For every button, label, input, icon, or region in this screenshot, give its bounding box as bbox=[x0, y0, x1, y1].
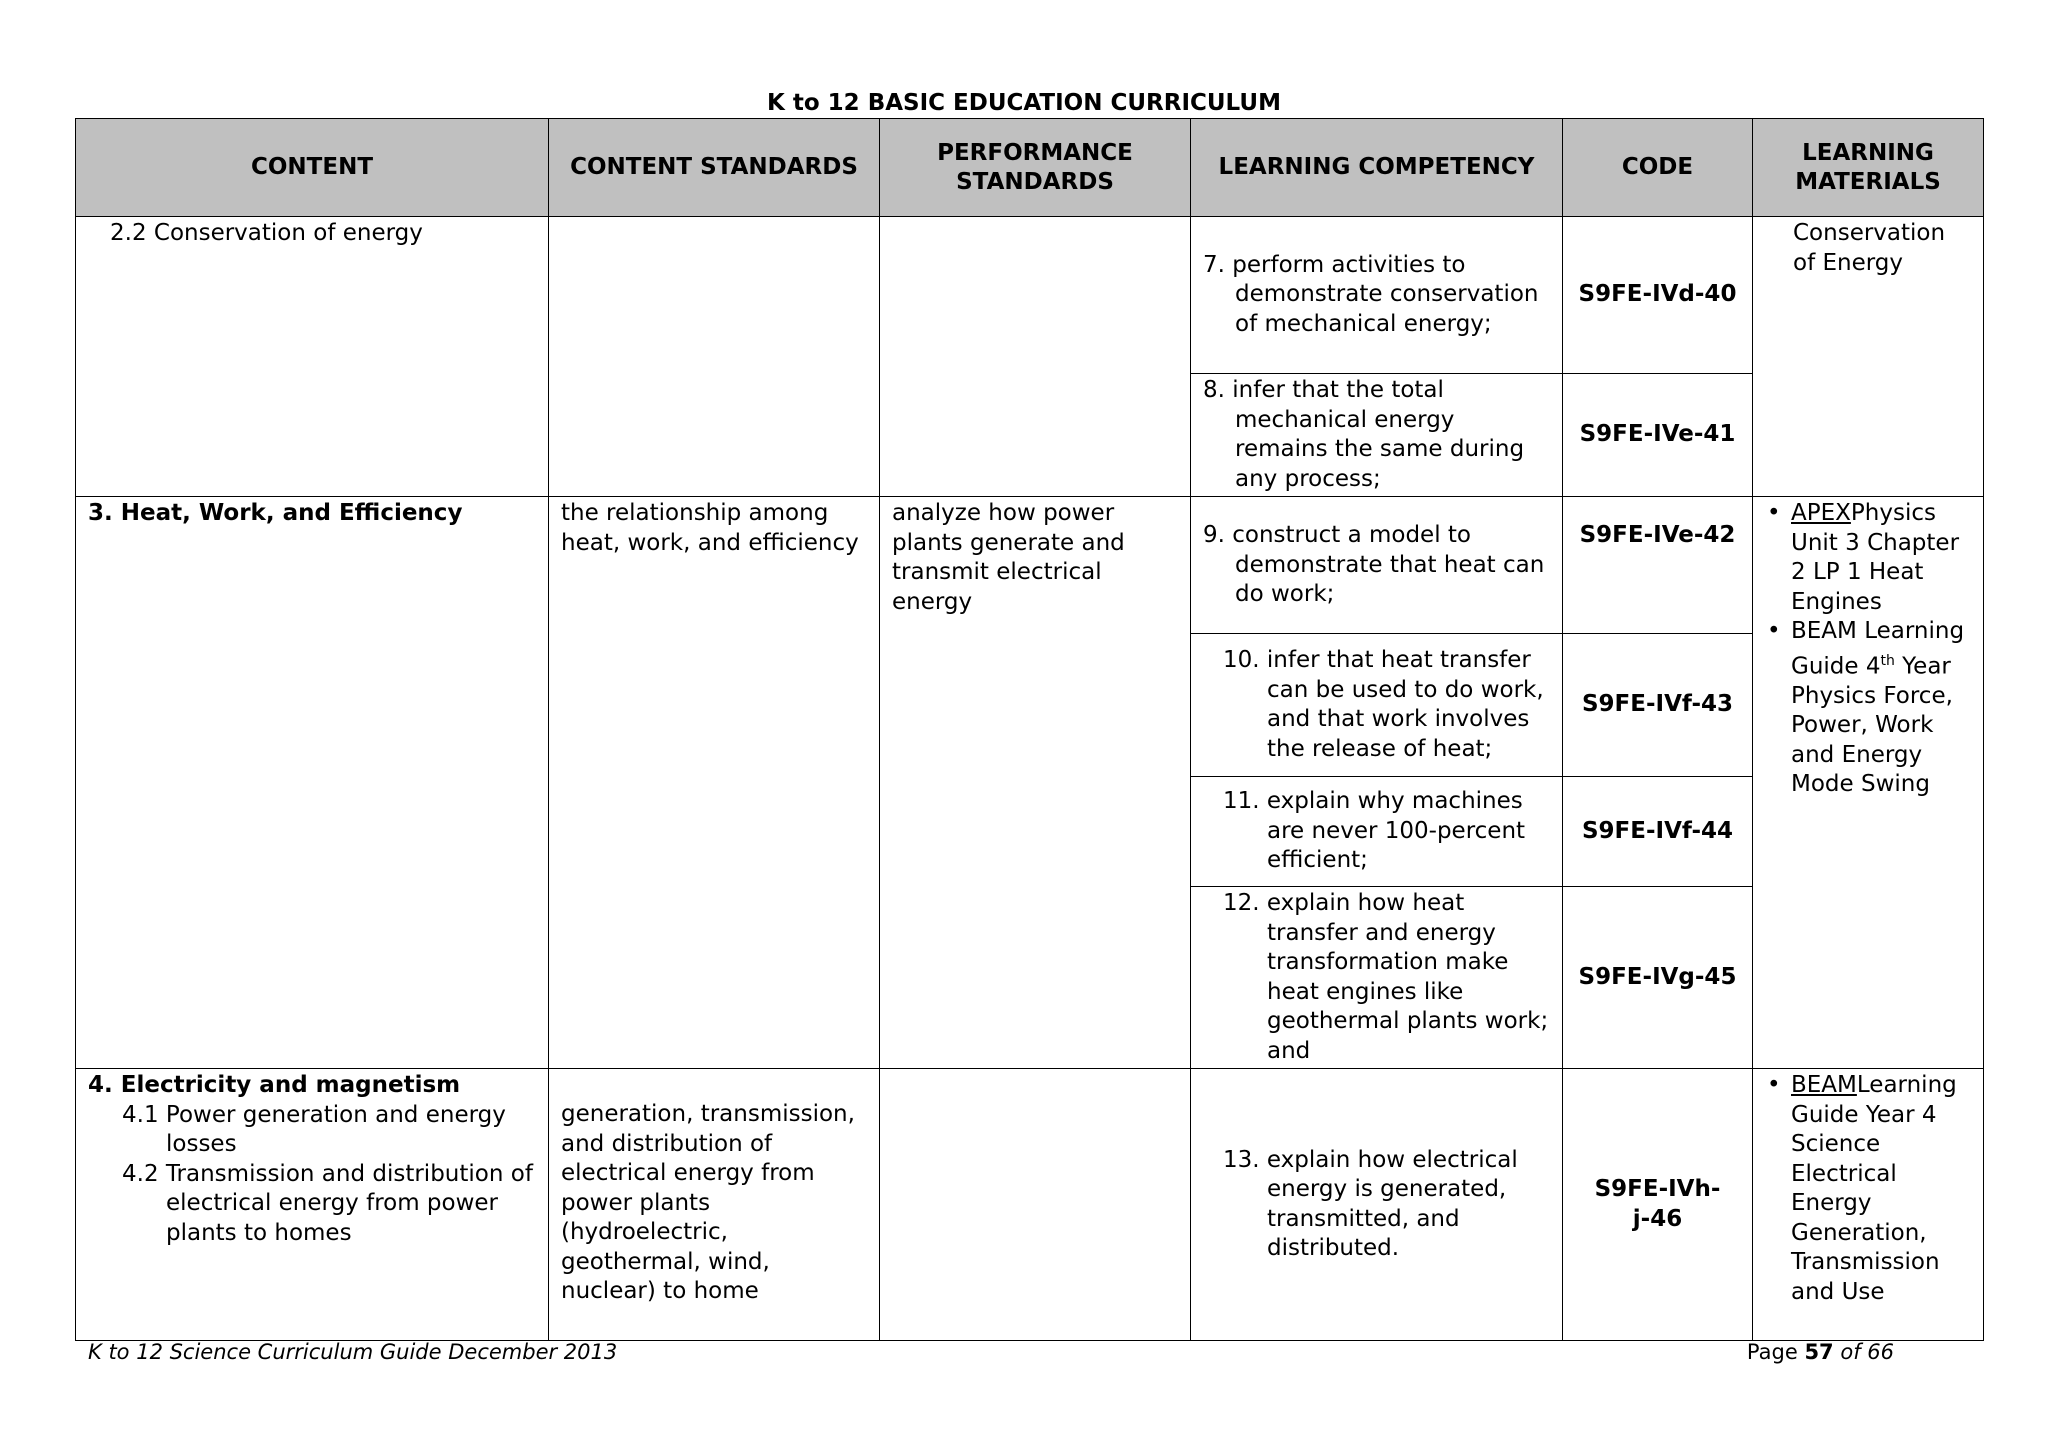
competency-cell bbox=[1191, 634, 1563, 777]
competency-cell bbox=[1191, 497, 1563, 634]
content-4 bbox=[76, 1069, 548, 1250]
materials-4 bbox=[1753, 1069, 1983, 1309]
header-performance-standards: PERFORMANCE STANDARDS bbox=[880, 119, 1191, 217]
content-standard-cell bbox=[549, 1069, 880, 1341]
competency-cell bbox=[1191, 217, 1563, 374]
code-cell: S9FE-IVf-43 bbox=[1563, 634, 1753, 777]
content-standard-3: the relationship among heat, work, and efficiency bbox=[561, 500, 859, 556]
code-cell: S9FE-IVh-j-46 bbox=[1563, 1069, 1753, 1341]
code-cell: S9FE-IVg-45 bbox=[1563, 887, 1753, 1069]
materials-underlined: BEAM bbox=[1791, 1072, 1857, 1098]
list-item bbox=[1763, 1071, 1971, 1307]
competency-number: 13. bbox=[1223, 1146, 1260, 1173]
competency-12 bbox=[1191, 887, 1562, 1068]
performance-standard-3: analyze how power plants generate and transmit electrical energy bbox=[892, 500, 1125, 615]
competency-text: infer that heat transfer can be used to do work, and that work involves the release of heat; bbox=[1266, 647, 1544, 762]
competency-7 bbox=[1191, 249, 1562, 342]
materials-text: BEAM Learning Guide 4 bbox=[1791, 618, 1965, 680]
list-item bbox=[1763, 499, 1971, 617]
code-cell: S9FE-IVe-42 bbox=[1563, 497, 1753, 634]
competency-text: infer that the total mechanical energy remains the same during any process; bbox=[1232, 377, 1525, 492]
table-row bbox=[76, 1069, 1984, 1341]
competency-9 bbox=[1191, 497, 1562, 612]
header-learning-materials: LEARNING MATERIALS bbox=[1753, 119, 1984, 217]
content-cell bbox=[76, 1069, 549, 1341]
header-learning-competency: LEARNING COMPETENCY bbox=[1191, 119, 1563, 217]
materials-cell bbox=[1753, 497, 1984, 1069]
content-standard-cell bbox=[549, 497, 880, 1069]
performance-standard-cell bbox=[880, 217, 1191, 497]
competency-10 bbox=[1191, 644, 1562, 766]
content-standard-cell bbox=[549, 217, 880, 497]
performance-standard-cell bbox=[880, 497, 1191, 1069]
competency-13 bbox=[1191, 1144, 1562, 1266]
page-current: 57 bbox=[1804, 1340, 1834, 1364]
competency-number: 10. bbox=[1223, 647, 1260, 673]
competency-text: construct a model to demonstrate that heat can do work; bbox=[1232, 522, 1545, 607]
performance-standard-cell bbox=[880, 1069, 1191, 1341]
table-row bbox=[76, 217, 1984, 374]
materials-3 bbox=[1753, 497, 1983, 802]
superscript: th bbox=[1880, 652, 1895, 669]
header-row bbox=[76, 119, 1984, 217]
materials-text: Year Physics Force, Power, Work and Energy Mode Swing bbox=[1791, 653, 1953, 798]
competency-number: 8. bbox=[1203, 377, 1225, 403]
competency-cell bbox=[1191, 777, 1563, 887]
list-item bbox=[1763, 617, 1971, 800]
content-4-2: 4.2 Transmission and distribution of electrical energy from power plants to homes bbox=[122, 1160, 533, 1246]
page-total: of 66 bbox=[1833, 1340, 1894, 1364]
competency-text: explain how heat transfer and energy transformation make heat engines like geothermal plants work; and bbox=[1266, 890, 1549, 1064]
materials-cell bbox=[1753, 1069, 1984, 1341]
materials-2-2: Conservation of Energy bbox=[1793, 220, 1946, 276]
competency-cell bbox=[1191, 1069, 1563, 1341]
competency-11 bbox=[1191, 785, 1562, 878]
materials-cell bbox=[1753, 217, 1984, 497]
competency-number: 11. bbox=[1223, 788, 1260, 815]
page-number bbox=[1747, 1340, 1894, 1364]
competency-text: explain how electrical energy is generated, transmitted, and distributed. bbox=[1266, 1146, 1518, 1261]
competency-number: 9. bbox=[1203, 522, 1225, 548]
competency-cell bbox=[1191, 887, 1563, 1069]
content-standard-4: generation, transmission, and distribution of electrical energy from power plants (hydroelectric, geothermal, wind, nuclear) to home bbox=[561, 1101, 855, 1304]
content-4-heading: 4. Electricity and magnetism bbox=[88, 1072, 461, 1098]
code-cell: S9FE-IVe-41 bbox=[1563, 374, 1753, 497]
materials-text: Physics Unit 3 Chapter 2 LP 1 Heat Engines bbox=[1791, 500, 1960, 615]
header-content-standards: CONTENT STANDARDS bbox=[549, 119, 880, 217]
content-4-1: 4.1 Power generation and energy losses bbox=[122, 1101, 506, 1157]
content-2-2: 2.2 Conservation of energy bbox=[110, 220, 423, 246]
competency-text: perform activities to demonstrate conservation of mechanical energy; bbox=[1232, 251, 1539, 337]
footer-guide-title: K to 12 Science Curriculum Guide December 2013 bbox=[88, 1340, 618, 1364]
page-prefix: Page bbox=[1746, 1340, 1805, 1364]
materials-underlined: APEX bbox=[1791, 500, 1851, 526]
header-code: CODE bbox=[1563, 119, 1753, 217]
competency-8 bbox=[1191, 374, 1562, 496]
curriculum-table bbox=[75, 118, 1984, 1341]
competency-number: 7. bbox=[1203, 251, 1225, 278]
materials-text: Learning Guide Year 4 Science Electrical Energy Generation, Transmission and Use bbox=[1791, 1072, 1957, 1305]
competency-text: explain why machines are never 100-percent efficient; bbox=[1266, 788, 1526, 874]
header-content: CONTENT bbox=[76, 119, 549, 217]
competency-number: 12. bbox=[1223, 890, 1260, 916]
code-cell: S9FE-IVf-44 bbox=[1563, 777, 1753, 887]
page-title: K to 12 BASIC EDUCATION CURRICULUM bbox=[767, 90, 1281, 116]
performance-standard-4 bbox=[880, 1069, 1190, 1073]
content-3: 3. Heat, Work, and Efficiency bbox=[88, 500, 463, 526]
content-cell bbox=[76, 497, 549, 1069]
competency-cell bbox=[1191, 374, 1563, 497]
content-cell bbox=[76, 217, 549, 497]
code-cell: S9FE-IVd-40 bbox=[1563, 217, 1753, 374]
table-row bbox=[76, 497, 1984, 634]
